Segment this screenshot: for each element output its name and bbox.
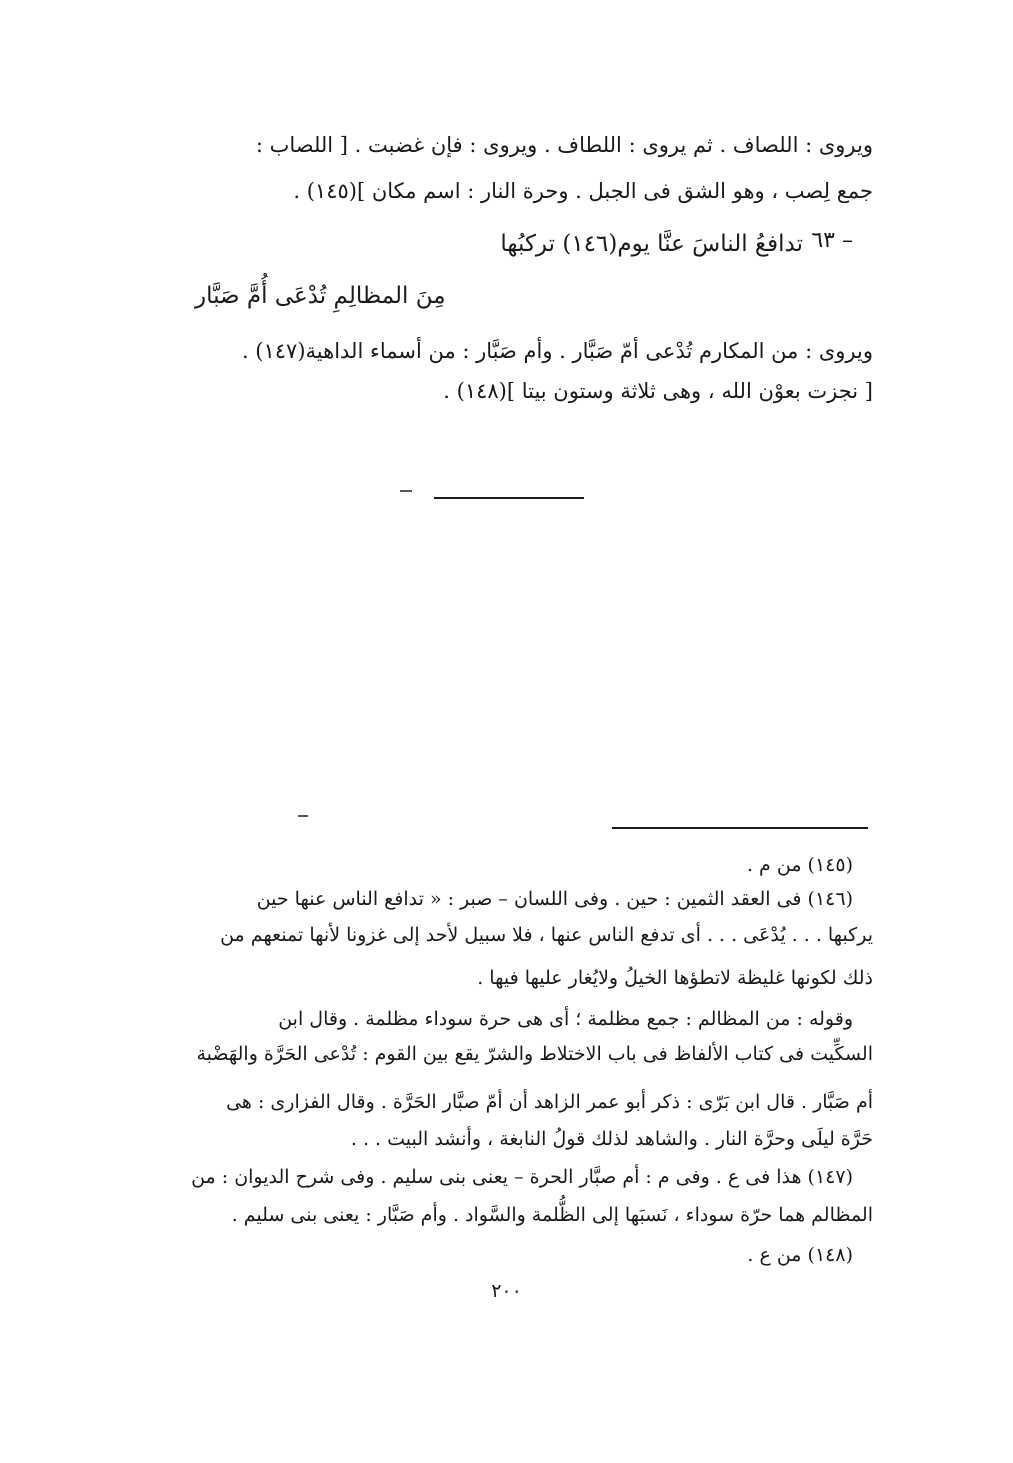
body-line: جمع لِصب ، وهو الشق فى الجبل . وحرة النار : اسم مكان ](١٤٥) . xyxy=(293,179,873,203)
footnote-line: المظالم هما حرّة سوداء ، نَسبَها إلى الظُّلمة والسَّواد . وأم صَبَّار : يعنى بنى سليم . xyxy=(231,1204,873,1226)
footnote-line: (١٤٥) من م . xyxy=(746,854,853,876)
verse-number: ٦٣ – xyxy=(811,228,853,253)
footnote-line: وقوله : من المظالم : جمع مظلمة ؛ أى هى حرة سوداء مظلمة . وقال ابن xyxy=(278,1008,853,1030)
footnote-line: أم صَبَّار . قال ابن بَرّى : ذكر أبو عمر الزاهد أن أمّ صبَّار الحَرَّة . وقال الفزارى : هى xyxy=(226,1091,873,1113)
end-rule xyxy=(434,497,584,499)
footnote-line: (١٤٨) من ع . xyxy=(747,1244,853,1266)
footnote-line: حَرَّة ليلَى وحرَّة النار . والشاهد لذلك قولُ النابغة ، وأنشد البيت . . . xyxy=(350,1128,873,1150)
page-number: ٢٠٠ xyxy=(491,1280,522,1302)
footnote-rule xyxy=(612,827,868,829)
footnote-line: يركبها . . . يُدْعَى . . . أى تدفع الناس عنها ، فلا سبيل لأحد إلى غزونا لأنها تمنعهم من xyxy=(220,924,873,946)
verse-second-hemistich: مِنَ المظالِمِ تُدْعَى أُمَّ صَبَّار xyxy=(195,283,446,309)
footnote-line: (١٤٧) هذا فى ع . وفى م : أم صبَّار الحرة – يعنى بنى سليم . وفى شرح الديوان : من xyxy=(191,1166,853,1188)
footnote-line: السكِّيت فى كتاب الألفاظ فى باب الاختلاط والشرّ يقع بين القوم : تُدْعى الحَرَّة والهَضْبة xyxy=(196,1043,873,1065)
body-line: ويروى : من المكارم تُدْعى أمّ صَبَّار . وأم صَبَّار : من أسماء الداهية(١٤٧) . xyxy=(241,339,873,363)
body-line: [ نجزت بعوْن الله ، وهى ثلاثة وستون بيتا ](١٤٨) . xyxy=(443,379,873,403)
footnote-line: ذلك لكونها غليظة لاتطؤها الخيلُ ولايُغار عليها فيها . xyxy=(477,967,873,989)
footnote-line: (١٤٦) فى العقد الثمين : حين . وفى اللسان – صبر : « تدافع الناس عنها حين xyxy=(256,888,853,910)
body-line: ويروى : اللصاف . ثم يروى : اللطاف . ويروى : فإن غضبت . [ اللصاب : xyxy=(255,133,873,157)
print-mark xyxy=(298,815,308,817)
print-mark xyxy=(400,490,412,492)
verse-first-hemistich: تدافعُ الناسَ عنَّا يوم(١٤٦) تركبُها xyxy=(500,231,803,257)
